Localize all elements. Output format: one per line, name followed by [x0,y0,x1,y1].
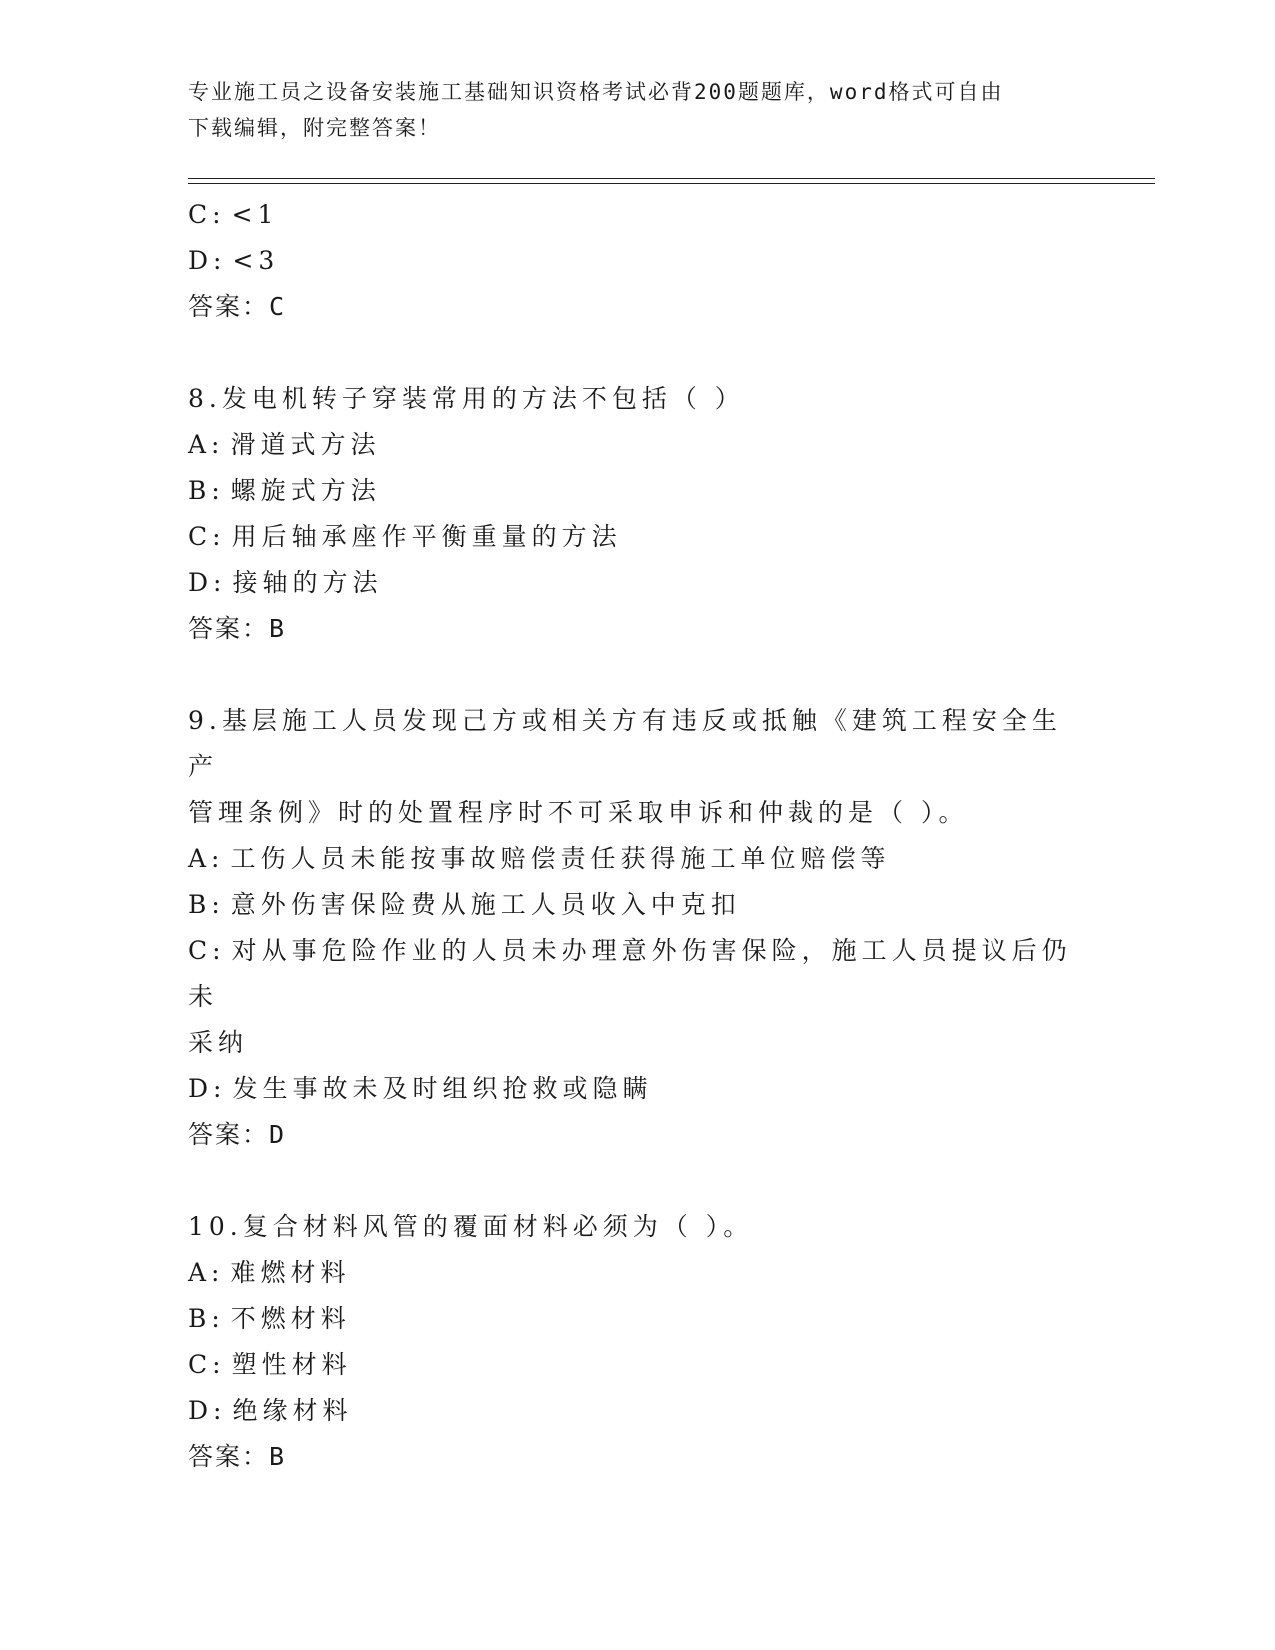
option-key: D: [188,246,227,275]
option-c [188,928,1088,1020]
option-key: D: [188,1074,227,1103]
option-key: C: [188,200,226,229]
option-key: C: [188,522,226,551]
header-divider-bottom [188,183,1155,184]
option-key: D: [188,568,227,597]
spacer [188,1158,1088,1204]
option-text: 不燃材料 [230,1304,351,1333]
question-9-stem-line-2: 管理条例》时的处置程序时不可采取申诉和仲裁的是（ ）。 [188,798,969,827]
answer-line: 答案：B [188,614,287,643]
option-text: 工伤人员未能按事故赔偿责任获得施工单位赔偿等 [230,844,891,873]
option-key: C: [188,936,226,965]
option-key: A: [188,844,225,873]
document-header [188,74,1068,146]
option-a [188,422,1088,468]
option-text: 意外伤害保险费从施工人员收入中克扣 [230,890,741,919]
question-8-stem: 8.发电机转子穿装常用的方法不包括（ ） [188,384,745,413]
option-key: B: [188,890,225,919]
option-key: B: [188,476,225,505]
option-text: 对从事危险作业的人员未办理意外伤害保险，施工人员提议后仍未 [188,936,1072,1011]
answer-line: 答案：B [188,1442,287,1471]
option-key: A: [188,1258,225,1287]
option-key: D: [188,1396,227,1425]
option-text: 螺旋式方法 [230,476,381,505]
option-a [188,1250,1088,1296]
option-text: 接轴的方法 [232,568,383,597]
question-10-stem: 10.复合材料风管的覆面材料必须为（ ）。 [188,1212,754,1241]
option-text: 发生事故未及时组织抢救或隐瞒 [232,1074,653,1103]
option-key: B: [188,1304,225,1333]
option-d [188,238,1088,284]
spacer [188,652,1088,698]
option-text: 用后轴承座作平衡重量的方法 [231,522,622,551]
question-9-stem-line-1: 9.基层施工人员发现己方或相关方有违反或抵触《建筑工程安全生产 [188,706,1062,781]
spacer [188,330,1088,376]
header-line-1: 专业施工员之设备安装施工基础知识资格考试必背200题题库，word格式可自由 [188,80,1004,104]
option-text: 塑性材料 [231,1350,352,1379]
option-text: 绝缘材料 [232,1396,353,1425]
option-d [188,560,1088,606]
option-c [188,514,1088,560]
option-d [188,1066,1088,1112]
option-d [188,1388,1088,1434]
option-key: A: [188,430,225,459]
header-line-2: 下载编辑，附完整答案！ [188,116,441,140]
option-c [188,1342,1088,1388]
question-content [188,192,1088,1480]
option-key: C: [188,1350,226,1379]
option-text: 难燃材料 [230,1258,351,1287]
option-c [188,192,1088,238]
answer-line: 答案：C [188,292,287,321]
answer-line: 答案：D [188,1120,287,1149]
option-b [188,468,1088,514]
option-a [188,836,1088,882]
option-c-continuation: 采纳 [188,1028,249,1057]
option-text: 滑道式方法 [230,430,381,459]
option-b [188,1296,1088,1342]
option-text: <1 [231,200,279,229]
option-b [188,882,1088,928]
option-text: <3 [232,246,280,275]
header-divider-top [188,178,1155,179]
